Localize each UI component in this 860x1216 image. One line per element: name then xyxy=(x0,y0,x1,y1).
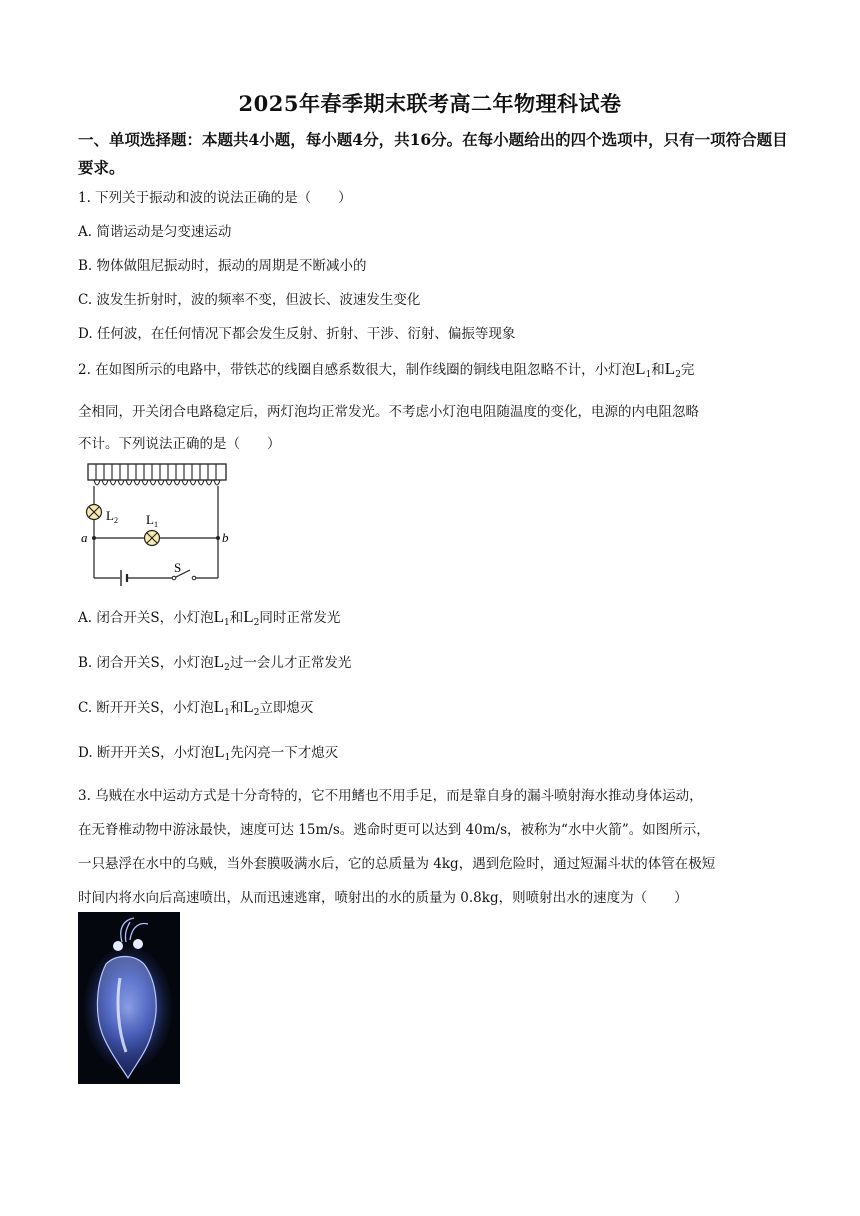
lamp-symbol: L xyxy=(213,652,225,671)
q3-line2: 在无脊椎动物中游泳最快，速度可达 15m/s。逃命时更可以达到 40m/s，被称为“水中火箭”。如图所示， xyxy=(78,822,710,838)
label-switch: S xyxy=(174,560,182,575)
lamp-symbol: L xyxy=(664,359,676,378)
label-lamp2: $L_2$ xyxy=(106,508,118,525)
q2-option-b xyxy=(78,651,351,673)
lamp-l1-symbol xyxy=(145,531,160,546)
q1-option-b: B. 物体做阻尼振动时，振动的周期是不断减小的 xyxy=(78,258,367,274)
lamp-sub: 1 xyxy=(645,370,652,380)
q2-stem-line3: 不计。下列说法正确的是（ ） xyxy=(78,436,281,452)
q2-stem-line2: 全相同，开关闭合电路稳定后，两灯泡均正常发光。不考虑小灯泡电阻随温度的变化，电源的内电阻忽略 xyxy=(78,404,699,420)
q2-stem-text: 2. 在如图所示的电路中，带铁芯的线圈自感系数很大，制作线圈的铜线电阻忽略不计，小灯泡 xyxy=(78,362,636,378)
lamp-sub: 2 xyxy=(224,663,230,673)
lamp-sub: 1 xyxy=(223,618,230,628)
lamp-symbol: L xyxy=(243,697,254,716)
lamp-symbol: L xyxy=(635,359,646,378)
option-text: 先闪亮一下才熄灭 xyxy=(230,745,339,761)
option-text: C. 断开开关S，小灯泡 xyxy=(78,700,214,716)
option-text: A. 闭合开关S，小灯泡 xyxy=(78,610,214,626)
label-node-a: a xyxy=(81,530,88,545)
switch-contact xyxy=(172,576,176,580)
lamp-sub: 2 xyxy=(253,618,260,628)
coil-core xyxy=(88,464,226,480)
lamp-symbol: L xyxy=(213,697,225,716)
q3-line4: 时间内将水向后高速喷出，从而迅速逃窜，喷射出的水的质量为 0.8kg，则喷射出水的速度为（ ） xyxy=(78,890,688,906)
q1-option-c: C. 波发生折射时，波的频率不变，但波长、波速发生变化 xyxy=(78,292,421,308)
section-heading: 一、单项选择题：本题共4小题，每小题4分，共16分。在每小题给出的四个选项中，只有一项符合题目要求。 xyxy=(78,130,788,177)
option-text: 立即熄灭 xyxy=(259,700,314,716)
q2-stem-text: 和 xyxy=(651,362,665,378)
label-node-b: b xyxy=(222,530,229,545)
option-text: 和 xyxy=(229,700,244,716)
q2-option-d xyxy=(78,741,338,763)
lamp-l2-symbol xyxy=(87,505,102,520)
lamp-symbol: L xyxy=(214,742,225,761)
q2-option-a xyxy=(78,606,340,628)
q2-stem-line1 xyxy=(78,358,694,380)
q1-stem: 1. 下列关于振动和波的说法正确的是（ ） xyxy=(78,190,352,206)
q1-option-d: D. 任何波，在任何情况下都会发生反射、折射、干涉、衍射、偏振等现象 xyxy=(78,326,516,342)
q3-line3: 一只悬浮在水中的乌贼，当外套膜吸满水后，它的总质量为 4kg，遇到危险时，通过短漏斗状的体管在极短 xyxy=(78,856,716,872)
squid-photo xyxy=(78,912,180,1084)
q1-option-a: A. 简谐运动是匀变速运动 xyxy=(78,224,232,240)
lamp-sub: 2 xyxy=(253,708,260,718)
lamp-sub: 1 xyxy=(224,708,230,718)
switch-contact xyxy=(192,576,196,580)
lamp-sub: 1 xyxy=(224,753,231,763)
circuit-diagram xyxy=(78,458,238,590)
node-b-dot xyxy=(216,536,220,540)
option-text: B. 闭合开关S，小灯泡 xyxy=(78,655,214,671)
option-text: 同时正常发光 xyxy=(259,610,341,626)
lamp-sub: 2 xyxy=(675,370,681,380)
exam-title: 2025年春季期末联考高二年物理科试卷 xyxy=(238,91,622,116)
label-lamp1: $L_1$ xyxy=(146,512,158,529)
lamp-symbol: L xyxy=(213,607,224,626)
option-text: 过一会儿才正常发光 xyxy=(229,655,352,671)
squid-illustration xyxy=(78,912,180,1084)
q2-stem-text: 完 xyxy=(680,362,695,378)
q2-option-c xyxy=(78,696,313,718)
lamp-symbol: L xyxy=(243,607,254,626)
q3-line1: 3. 乌贼在水中运动方式是十分奇特的，它不用鳍也不用手足，而是靠自身的漏斗喷射海水推动身体运动， xyxy=(78,788,703,804)
node-a-dot xyxy=(92,536,96,540)
option-text: D. 断开开关S，小灯泡 xyxy=(78,745,215,761)
option-text: 和 xyxy=(229,610,244,626)
